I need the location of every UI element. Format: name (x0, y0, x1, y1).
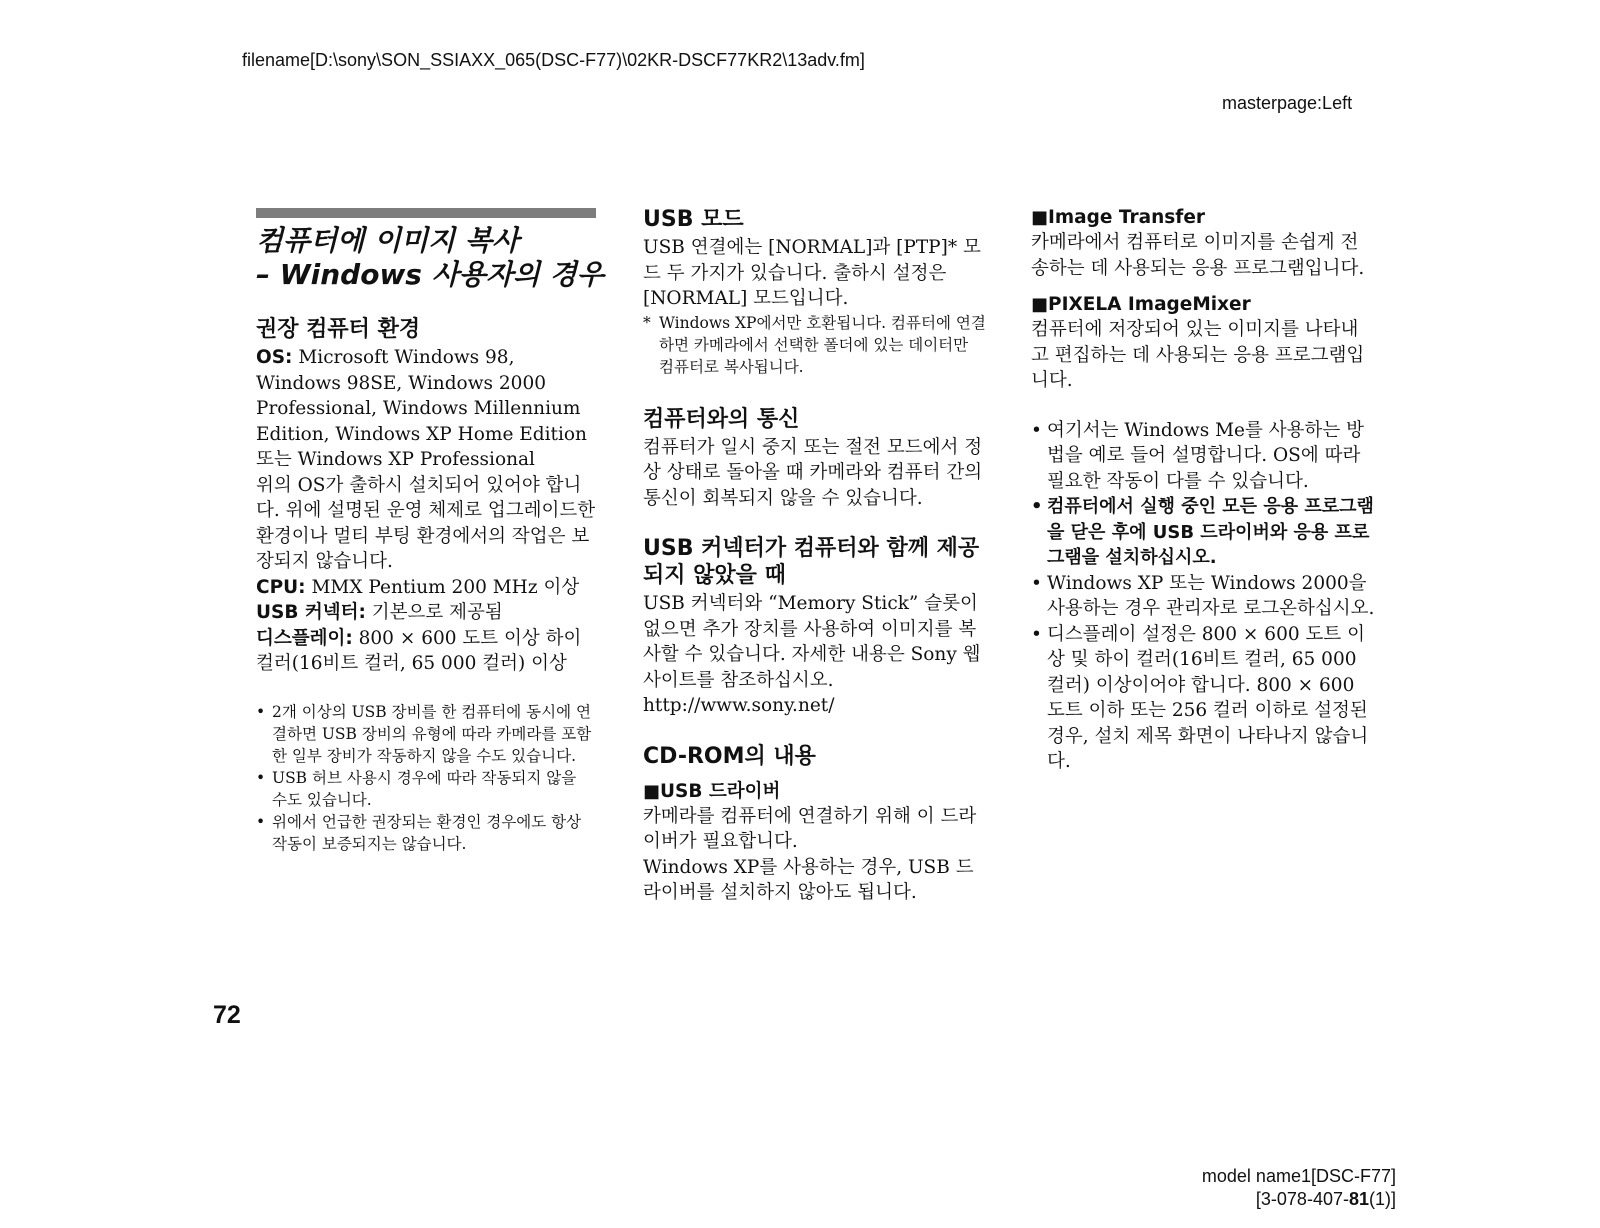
usb-connector-label: USB 커넥터: (256, 602, 366, 623)
cpu-requirement (256, 575, 596, 601)
page-title-line1: 컴퓨터에 이미지 복사 (256, 224, 519, 257)
usb-driver-text-2: Windows XP를 사용하는 경우, USB 드라이버를 설치하지 않아도 됩니다. (643, 856, 974, 903)
cpu-text: MMX Pentium 200 MHz 이상 (305, 576, 580, 598)
display-text: 800 × 600 도트 이상 하이 컬러(16비트 컬러, 65 000 컬러) 이상 (256, 627, 582, 674)
square-bullet-icon: ■ (1031, 207, 1049, 228)
part-number: [3-078-407-81(1)] (1255, 1189, 1396, 1209)
footnote-mark: * (643, 313, 651, 332)
cpu-label: CPU: (256, 576, 306, 598)
model-name: model name1[DSC-F77] (1201, 1166, 1396, 1186)
display-label: 디스플레이: (256, 627, 353, 649)
imagemixer-subheading: ■PIXELA ImageMixer (1031, 294, 1251, 315)
column-right (1031, 206, 1376, 775)
title-bar-divider (256, 208, 596, 218)
list-item-important: • 컴퓨터에서 실행 중인 모든 응용 프로그램을 닫은 후에 USB 드라이버와 응용 프로그램을 설치하십시오. (1031, 496, 1374, 568)
os-text: Microsoft Windows 98, Windows 98SE, Windows 2000 Professional, Windows Millennium Edition, Windows XP Home Edition 또는 Windows XP Professional (256, 347, 587, 470)
square-bullet-icon: ■ (643, 780, 661, 802)
pc-communication-text: 컴퓨터가 일시 중지 또는 절전 모드에서 정상 상태로 돌아올 때 카메라와 컴퓨터 간의 통신이 회복되지 않을 수 있습니다. (643, 436, 983, 509)
footnote-text: Windows XP에서만 호환됩니다. 컴퓨터에 연결하면 카메라에서 선택한 폴더에 있는 데이터만 컴퓨터로 복사됩니다. (659, 313, 986, 376)
col1-notes-list (256, 701, 596, 855)
column-left (256, 206, 604, 855)
list-item: • 2개 이상의 USB 장비를 한 컴퓨터에 동시에 연결하면 USB 장비의 유형에 따라 카메라를 포함한 일부 장비가 작동하지 않을 수도 있습니다. (256, 702, 592, 765)
image-transfer-text: 카메라에서 컴퓨터로 이미지를 손쉽게 전송하는 데 사용되는 응용 프로그램입니다. (1031, 232, 1365, 279)
masterpage-label: masterpage:Left (1222, 93, 1353, 113)
usb-connector-text: 기본으로 제공됨 (365, 602, 503, 623)
usb-mode-text: USB 연결에는 [NORMAL]과 [PTP]* 모드 두 가지가 있습니다. 출하시 설정은 [NORMAL] 모드입니다. (643, 237, 981, 309)
list-item: • 디스플레이 설정은 800 × 600 도트 이상 및 하이 컬러(16비트 컬러, 65 000 컬러) 이상이어야 합니다. 800 × 600 도트 이하 또는 256 컬러 이하로 설정된 경우, 설치 제목 화면이 나타나지 않습니다. (1031, 623, 1369, 772)
list-item: • 위에서 언급한 권장되는 환경인 경우에도 항상 작동이 보증되지는 않습니다. (256, 812, 582, 853)
sony-website-link[interactable]: http://www.sony.net/ (643, 695, 835, 716)
recommended-env-heading: 권장 컴퓨터 환경 (256, 317, 421, 342)
list-item: • 여기서는 Windows Me를 사용하는 방법을 예로 들어 설명합니다. OS에 따라 필요한 작동이 다를 수 있습니다. (1031, 419, 1364, 492)
usb-mode-heading: USB 모드 (643, 207, 744, 232)
square-bullet-icon: ■ (1031, 294, 1049, 315)
usb-driver-subheading: ■USB 드라이버 (643, 780, 781, 802)
filename-header: filename[D:\sony\SON_SSIAXX_065(DSC-F77)\02KR-DSCF77KR2\13adv.fm] (242, 50, 865, 70)
imagemixer-text: 컴퓨터에 저장되어 있는 이미지를 나타내고 편집하는 데 사용되는 응용 프로그램입니다. (1031, 319, 1365, 391)
page-number: 72 (213, 1001, 241, 1029)
no-usb-connector-heading: USB 커넥터가 컴퓨터와 함께 제공되지 않았을 때 (643, 536, 980, 588)
list-item: • USB 허브 사용시 경우에 따라 작동되지 않을 수도 있습니다. (256, 768, 577, 809)
pc-communication-heading: 컴퓨터와의 통신 (643, 406, 800, 432)
usb-mode-footnote (643, 312, 988, 378)
list-item: • Windows XP 또는 Windows 2000을 사용하는 경우 관리자로 로그온하십시오. (1031, 572, 1375, 619)
column-middle (643, 206, 988, 906)
col3-notes-list (1031, 418, 1376, 775)
os-note: 위의 OS가 출하시 설치되어 있어야 합니다. 위에 설명된 운영 체제로 업그레이드한 환경이나 멀티 부팅 환경에서의 작업은 보장되지 않습니다. (256, 474, 596, 572)
display-requirement (256, 626, 596, 677)
no-usb-connector-text: USB 커넥터와 “Memory Stick” 슬롯이 없으면 추가 장치를 사용하여 이미지를 복사할 수 있습니다. 자세한 내용은 Sony 웹사이트를 참조하십시오. (643, 593, 981, 691)
os-requirement (256, 345, 596, 473)
cdrom-contents-heading: CD-ROM의 내용 (643, 743, 816, 769)
image-transfer-subheading: ■Image Transfer (1031, 207, 1205, 228)
usb-driver-text-1: 카메라를 컴퓨터에 연결하기 위해 이 드라이버가 필요합니다. (643, 805, 977, 852)
page-title (256, 224, 604, 292)
page-title-line2: – Windows 사용자의 경우 (256, 258, 604, 291)
usb-connector-requirement (256, 600, 596, 626)
os-label: OS: (256, 347, 293, 368)
